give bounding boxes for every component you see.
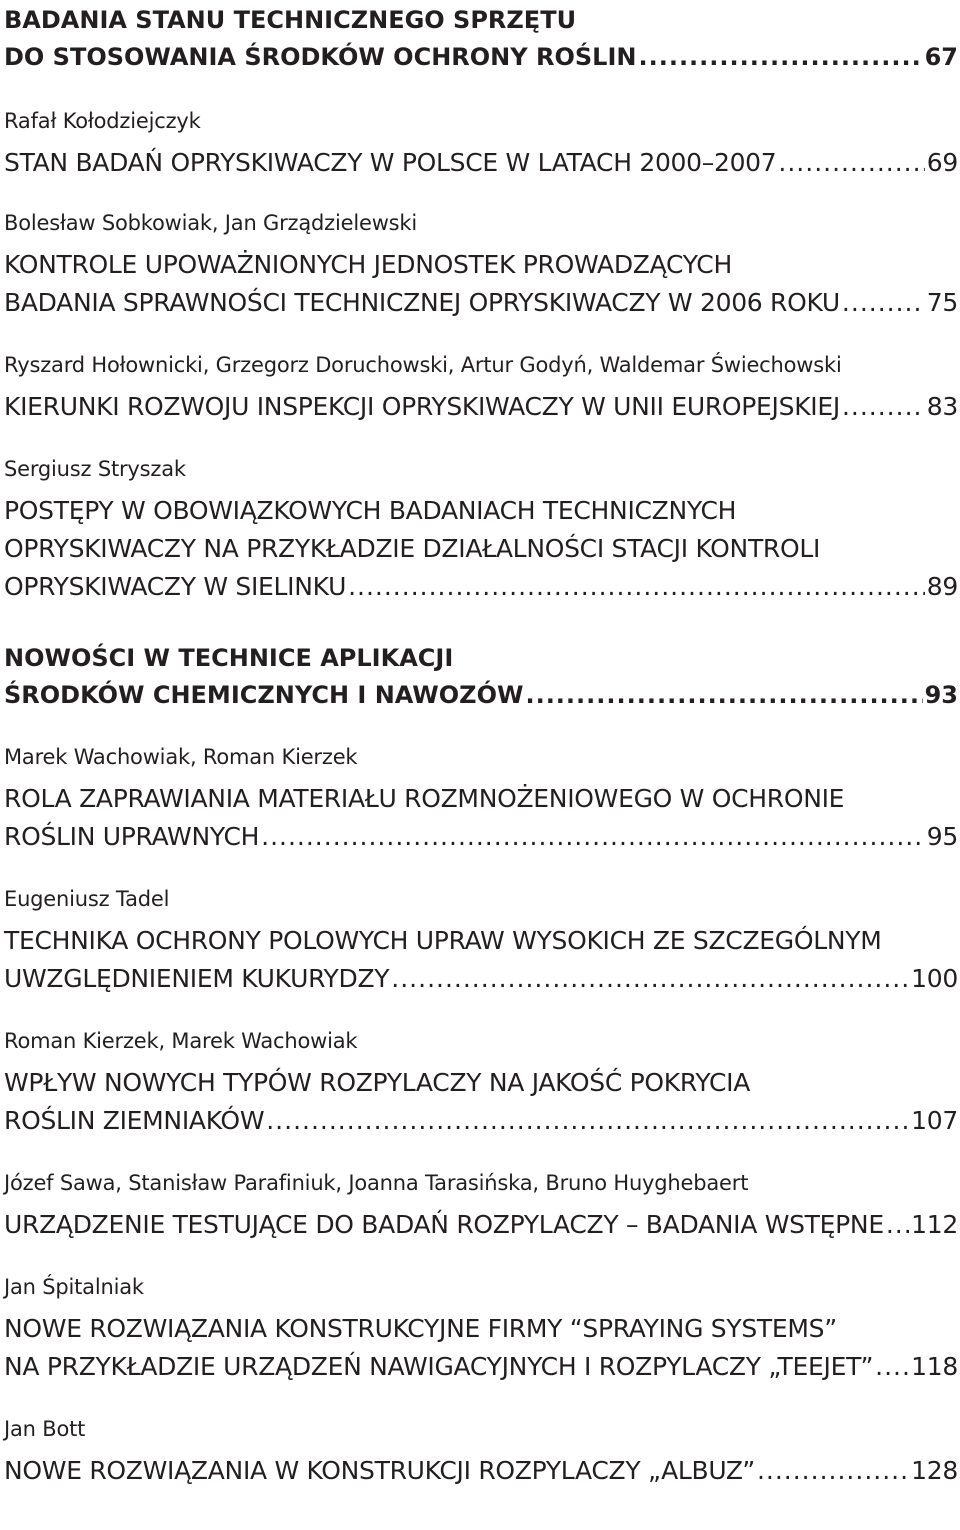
dot-leader [757, 1452, 909, 1490]
entry-title-line: TECHNIKA OCHRONY POLOWYCH UPRAW WYSOKICH ZE SZCZEGÓLNYM [4, 926, 882, 955]
entry-title-text: BADANIA SPRAWNOŚCI TECHNICZNEJ OPRYSKIWACZY W 2006 ROKU [4, 288, 840, 317]
entry-title-text: ROŚLIN ZIEMNIAKÓW [4, 1106, 265, 1135]
dot-leader [886, 1206, 909, 1244]
entry-title-text: URZĄDZENIE TESTUJĄCE DO BADAŃ ROZPYLACZY – BADANIA WSTĘPNE [4, 1210, 884, 1239]
toc-entry [4, 350, 958, 426]
entry-title-last-line [4, 284, 958, 322]
toc-section-heading [4, 2, 958, 76]
entry-authors: Eugeniusz Tadel [4, 887, 170, 911]
entry-authors: Marek Wachowiak, Roman Kierzek [4, 745, 358, 769]
section-title-text: DO STOSOWANIA ŚRODKÓW OCHRONY ROŚLIN [4, 43, 637, 71]
page-number: 75 [926, 288, 958, 317]
section-title-last-line [4, 677, 958, 714]
page-number: 107 [911, 1106, 958, 1135]
section-title-text: ŚRODKÓW CHEMICZNYCH I NAWOZÓW [4, 681, 524, 709]
table-of-contents [4, 0, 958, 1490]
page-number: 118 [911, 1352, 958, 1381]
page-number: 83 [926, 392, 958, 421]
toc-entry [4, 1026, 958, 1140]
dot-leader [391, 960, 909, 998]
entry-title-last-line [4, 960, 958, 998]
section-title-line: BADANIA STANU TECHNICZNEGO SPRZĘTU [4, 6, 577, 34]
entry-title-last-line [4, 388, 958, 426]
entry-title-line: OPRYSKIWACZY NA PRZYKŁADZIE DZIAŁALNOŚCI STACJI KONTROLI [4, 534, 821, 563]
dot-leader [525, 677, 922, 714]
entry-title-text: KIERUNKI ROZWOJU INSPEKCJI OPRYSKIWACZY W UNII EUROPEJSKIEJ [4, 392, 840, 421]
entry-title [4, 1064, 958, 1140]
entry-title-last-line [4, 1102, 958, 1140]
dot-leader [638, 39, 922, 76]
toc-entry [4, 208, 958, 322]
page-number: 100 [911, 964, 958, 993]
entry-title-text: ROŚLIN UPRAWNYCH [4, 822, 260, 851]
entry-title [4, 1206, 958, 1244]
entry-authors: Roman Kierzek, Marek Wachowiak [4, 1029, 358, 1053]
entry-authors: Sergiusz Stryszak [4, 457, 186, 481]
toc-entry [4, 1414, 958, 1490]
entry-title [4, 492, 958, 606]
page-number: 112 [911, 1210, 958, 1239]
toc-entry [4, 1272, 958, 1386]
entry-title-text: NOWE ROZWIĄZANIA W KONSTRUKCJI ROZPYLACZY „ALBUZ” [4, 1456, 755, 1485]
entry-authors: Ryszard Hołownicki, Grzegorz Doruchowski, Artur Godyń, Waldemar Świechowski [4, 353, 842, 377]
entry-title-line: KONTROLE UPOWAŻNIONYCH JEDNOSTEK PROWADZĄCYCH [4, 250, 732, 279]
entry-title [4, 1310, 958, 1386]
entry-title-last-line [4, 568, 958, 606]
toc-entry [4, 106, 958, 182]
dot-leader [875, 1348, 909, 1386]
section-title-line: NOWOŚCI W TECHNICE APLIKACJI [4, 644, 454, 672]
entry-title-text: OPRYSKIWACZY W SIELINKU [4, 572, 347, 601]
dot-leader [842, 284, 925, 322]
entry-title [4, 1452, 958, 1490]
toc-entry [4, 1168, 958, 1244]
section-title-last-line [4, 39, 958, 76]
dot-leader [266, 1102, 909, 1140]
page-number: 89 [926, 572, 958, 601]
entry-authors: Jan Śpitalniak [4, 1275, 144, 1299]
dot-leader [261, 818, 925, 856]
toc-entry [4, 884, 958, 998]
page-number: 69 [926, 148, 958, 177]
entry-title [4, 144, 958, 182]
entry-title-last-line [4, 1206, 958, 1244]
entry-title-line: NOWE ROZWIĄZANIA KONSTRUKCYJNE FIRMY “SPRAYING SYSTEMS” [4, 1314, 837, 1343]
entry-title [4, 246, 958, 322]
dot-leader [842, 388, 925, 426]
entry-authors: Rafał Kołodziejczyk [4, 109, 201, 133]
entry-title-last-line [4, 144, 958, 182]
page-number: 67 [924, 43, 958, 71]
entry-title [4, 780, 958, 856]
toc-section-heading [4, 640, 958, 714]
entry-title-line: POSTĘPY W OBOWIĄZKOWYCH BADANIACH TECHNICZNYCH [4, 496, 737, 525]
page-number: 93 [924, 681, 958, 709]
entry-title-last-line [4, 1452, 958, 1490]
page-number: 128 [911, 1456, 958, 1485]
entry-title-line: WPŁYW NOWYCH TYPÓW ROZPYLACZY NA JAKOŚĆ POKRYCIA [4, 1068, 751, 1097]
entry-title-last-line [4, 1348, 958, 1386]
entry-title-line: ROLA ZAPRAWIANIA MATERIAŁU ROZMNOŻENIOWEGO W OCHRONIE [4, 784, 845, 813]
toc-entry [4, 742, 958, 856]
dot-leader [348, 568, 925, 606]
entry-title-text: NA PRZYKŁADZIE URZĄDZEŃ NAWIGACYJNYCH I ROZPYLACZY „TEEJET” [4, 1352, 874, 1381]
dot-leader [778, 144, 924, 182]
entry-title-text: STAN BADAŃ OPRYSKIWACZY W POLSCE W LATACH 2000–2007 [4, 148, 777, 177]
entry-title [4, 388, 958, 426]
entry-title [4, 922, 958, 998]
entry-authors: Jan Bott [4, 1417, 86, 1441]
page-number: 95 [926, 822, 958, 851]
entry-authors: Bolesław Sobkowiak, Jan Grządzielewski [4, 211, 418, 235]
toc-entry [4, 454, 958, 606]
entry-title-text: UWZGLĘDNIENIEM KUKURYDZY [4, 964, 390, 993]
entry-title-last-line [4, 818, 958, 856]
entry-authors: Józef Sawa, Stanisław Parafiniuk, Joanna Tarasińska, Bruno Huyghebaert [4, 1171, 749, 1195]
